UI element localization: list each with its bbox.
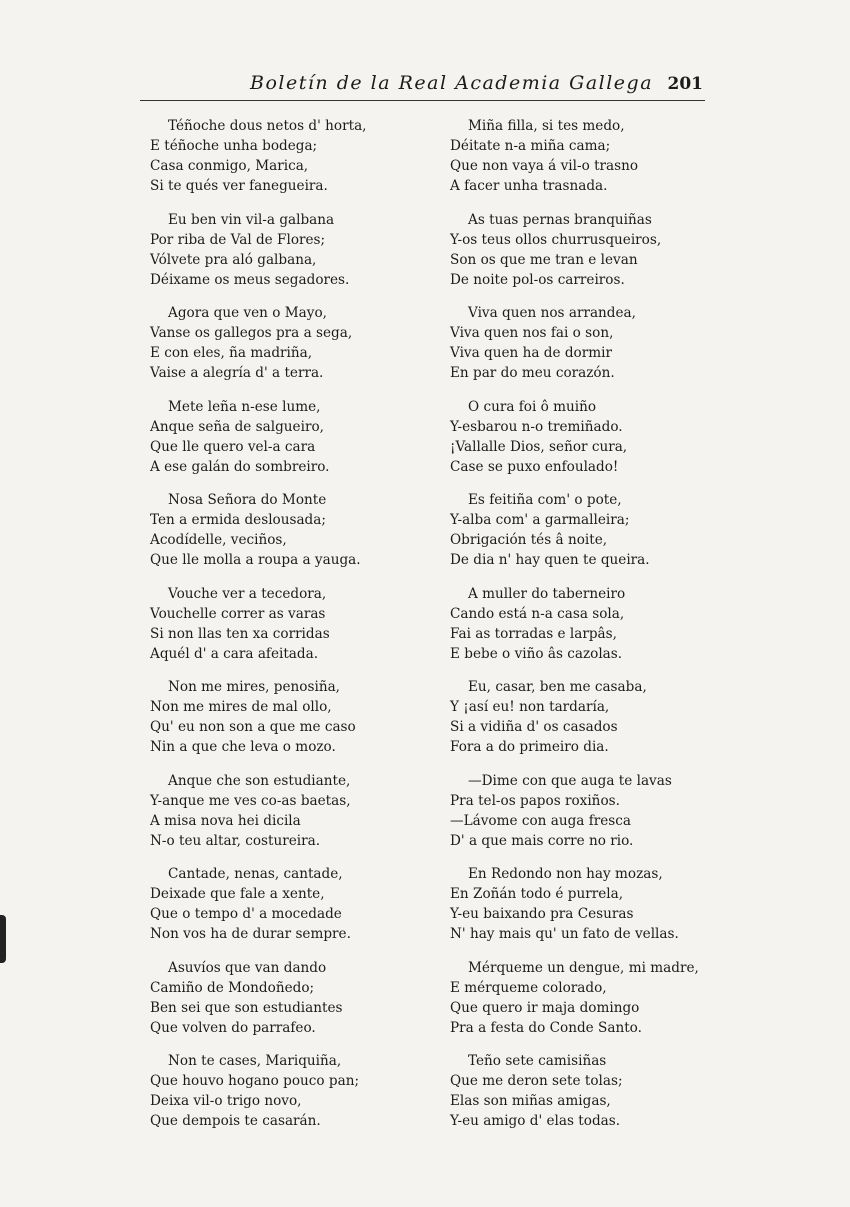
- verse-line: En par do meu corazón.: [450, 365, 615, 381]
- verse-line: A misa nova hei dicila: [150, 812, 301, 829]
- verse-line: Si non llas ten xa corridas: [150, 625, 330, 642]
- verse-line: Cantade, nenas, cantade,: [168, 866, 343, 882]
- binding-mark: [0, 915, 6, 963]
- verse-line: Vanse os gallegos pra a sega,: [150, 325, 353, 341]
- stanza: [150, 958, 450, 1038]
- verse-line: De dia n' hay quen te queira.: [450, 552, 650, 568]
- verse-line: Asuvíos que van dando: [168, 959, 327, 976]
- verse-line: N-o teu altar, costureira.: [150, 832, 321, 849]
- stanza: [450, 1051, 750, 1131]
- verse-line: Son os que me tran e levan: [450, 251, 638, 268]
- verse-line: Que o tempo d' a mocedade: [150, 906, 342, 922]
- verse-line: Déixame os meus segadores.: [150, 271, 350, 288]
- verse-line: Deixade que fale a xente,: [150, 886, 325, 902]
- verse-line: Mérqueme un dengue, mi madre,: [468, 959, 699, 976]
- verse-line: Acodídelle, veciños,: [150, 532, 287, 548]
- verse-line: Vaise a alegría d' a terra.: [150, 365, 324, 381]
- verse-line: ¡Vallalle Dios, señor cura,: [450, 438, 628, 455]
- stanza: [450, 958, 750, 1038]
- verse-line: Y-esbarou n-o tremiñado.: [450, 418, 623, 435]
- stanza: [150, 1051, 450, 1131]
- verse-line: Que volven do parrafeo.: [150, 1019, 316, 1036]
- verse-line: Miña filla, si tes medo,: [468, 118, 625, 134]
- verse-line: Y-anque me ves co-as baetas,: [150, 792, 351, 809]
- verse-line: E mérqueme colorado,: [450, 979, 607, 996]
- stanza: [150, 397, 450, 477]
- verse-line: Fai as torradas e larpâs,: [450, 625, 617, 642]
- verse-line: N' hay mais qu' un fato de vellas.: [450, 926, 679, 942]
- verse-line: Anque seña de salgueiro,: [150, 418, 324, 435]
- verse-line: Y ¡así eu! non tardaría,: [450, 699, 610, 715]
- right-column: [450, 116, 750, 1145]
- verse-line: Case se puxo enfoulado!: [450, 458, 619, 475]
- verse-line: Deixa vil-o trigo novo,: [150, 1093, 302, 1109]
- stanza: [150, 584, 450, 664]
- stanza: [450, 397, 750, 477]
- stanza: [150, 116, 450, 196]
- verse-line: Que houvo hogano pouco pan;: [150, 1073, 360, 1089]
- verse-line: Aquél d' a cara afeitada.: [150, 645, 319, 662]
- verse-line: Viva quen nos arrandea,: [468, 305, 636, 321]
- verse-line: Que non vaya á vil-o trasno: [450, 158, 639, 174]
- verse-line: —Dime con que auga te lavas: [468, 772, 672, 789]
- verse-line: Si te qués ver fanegueira.: [150, 178, 328, 194]
- verse-line: O cura foi ô muiño: [468, 398, 597, 415]
- verse-line: Que quero ir maja domingo: [450, 999, 640, 1016]
- verse-line: Mete leña n-ese lume,: [168, 398, 321, 415]
- verse-line: Es feitiña com' o pote,: [468, 492, 622, 508]
- verse-line: Pra tel-os papos roxiños.: [450, 792, 620, 809]
- stanza: [450, 490, 750, 570]
- verse-line: Viva quen ha de dormir: [450, 345, 612, 361]
- verse-line: Eu, casar, ben me casaba,: [468, 679, 647, 695]
- verse-line: Nin a que che leva o mozo.: [150, 739, 336, 755]
- page-header: [140, 72, 705, 100]
- verse-line: Non te cases, Mariquiña,: [168, 1053, 342, 1069]
- verse-line: Que lle molla a roupa a yauga.: [150, 552, 361, 568]
- verse-line: Ben sei que son estudiantes: [150, 999, 343, 1016]
- left-column: [150, 116, 450, 1145]
- verse-line: Vouche ver a tecedora,: [168, 585, 327, 602]
- verse-line: Vouchelle correr as varas: [150, 605, 326, 622]
- verse-line: De noite pol-os carreiros.: [450, 271, 625, 288]
- verse-line: Y-eu amigo d' elas todas.: [450, 1113, 621, 1129]
- verse-line: Y-alba com' a garmalleira;: [450, 512, 630, 528]
- stanza: [150, 210, 450, 290]
- verse-line: Téñoche dous netos d' horta,: [168, 118, 367, 134]
- verse-line: Teño sete camisiñas: [468, 1053, 607, 1069]
- verse-line: En Redondo non hay mozas,: [468, 866, 663, 882]
- verse-line: Déitate n-a miña cama;: [450, 138, 611, 154]
- verse-line: Nosa Señora do Monte: [168, 492, 327, 508]
- verse-line: Casa conmigo, Marica,: [150, 158, 309, 174]
- header-rule: [140, 100, 705, 101]
- verse-line: Ten a ermida deslousada;: [150, 512, 326, 528]
- verse-line: E bebe o viño âs cazolas.: [450, 645, 623, 662]
- verse-line: Viva quen nos fai o son,: [450, 325, 614, 341]
- stanza: [450, 771, 750, 851]
- stanza: [450, 864, 750, 944]
- verse-line: E con eles, ña madriña,: [150, 345, 313, 361]
- verse-line: Si a vidiña d' os casados: [450, 719, 618, 735]
- stanza: [450, 584, 750, 664]
- verse-line: Obrigación tés â noite,: [450, 532, 608, 548]
- stanza: [150, 490, 450, 570]
- stanza: [450, 303, 750, 383]
- verse-line: Vólvete pra aló galbana,: [150, 251, 317, 268]
- verse-line: Que lle quero vel-a cara: [150, 438, 316, 455]
- stanza: [450, 677, 750, 757]
- verse-line: Y-eu baixando pra Cesuras: [450, 906, 634, 922]
- verse-line: Non me mires de mal ollo,: [150, 699, 332, 715]
- verse-line: Y-os teus ollos churrusqueiros,: [450, 231, 662, 248]
- stanza: [450, 210, 750, 290]
- verse-line: Non me mires, penosiña,: [168, 679, 340, 695]
- verse-line: Qu' eu non son a que me caso: [150, 719, 356, 735]
- verse-line: D' a que mais corre no rio.: [450, 832, 634, 849]
- stanza: [150, 677, 450, 757]
- verse-line: Por riba de Val de Flores;: [150, 231, 326, 248]
- verse-line: Non vos ha de durar sempre.: [150, 926, 351, 942]
- verse-line: Que me deron sete tolas;: [450, 1073, 623, 1089]
- verse-line: Fora a do primeiro dia.: [450, 739, 609, 755]
- verse-line: Que dempois te casarán.: [150, 1113, 321, 1129]
- verse-line: Cando está n-a casa sola,: [450, 605, 625, 622]
- verse-line: —Lávome con auga fresca: [450, 812, 631, 829]
- verse-line: A facer unha trasnada.: [450, 178, 608, 194]
- stanza: [450, 116, 750, 196]
- page-number: 201: [667, 74, 703, 94]
- verse-line: Elas son miñas amigas,: [450, 1093, 611, 1109]
- verse-line: Camiño de Mondoñedo;: [150, 979, 315, 996]
- verse-line: En Zoñán todo é purrela,: [450, 886, 624, 902]
- stanza: [150, 864, 450, 944]
- verse-line: E téñoche unha bodega;: [150, 138, 318, 154]
- verse-line: Anque che son estudiante,: [168, 772, 351, 789]
- verse-line: As tuas pernas branquiñas: [468, 211, 652, 228]
- verse-line: A muller do taberneiro: [468, 585, 626, 602]
- verse-line: Pra a festa do Conde Santo.: [450, 1019, 642, 1036]
- verse-line: A ese galán do sombreiro.: [150, 458, 330, 475]
- journal-title: Boletín de la Real Academia Gallega: [250, 72, 654, 94]
- stanza: [150, 303, 450, 383]
- verse-line: Agora que ven o Mayo,: [168, 305, 327, 321]
- verse-line: Eu ben vin vil-a galbana: [168, 211, 335, 228]
- stanza: [150, 771, 450, 851]
